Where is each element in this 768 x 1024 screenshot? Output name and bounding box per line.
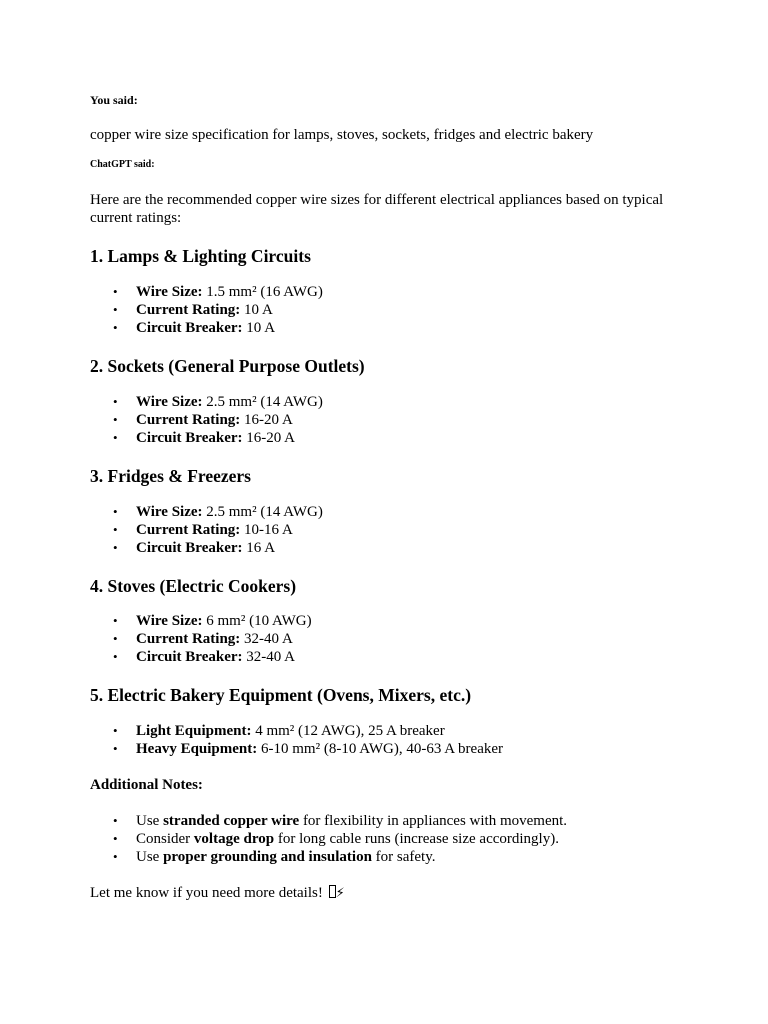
list-item bbox=[90, 283, 323, 301]
note-text-bold: voltage drop bbox=[193, 831, 275, 847]
closing-message bbox=[90, 884, 345, 903]
section-list-stoves bbox=[90, 612, 312, 666]
user-prompt: copper wire size specification for lamps, stoves, sockets, fridges and electric bakery bbox=[90, 127, 594, 143]
section-heading-fridges: 3. Fridges & Freezers bbox=[90, 466, 251, 486]
section-heading-lamps: 1. Lamps & Lighting Circuits bbox=[90, 246, 311, 266]
item-value: 6 mm² (10 AWG) bbox=[202, 613, 312, 629]
user-label: You said: bbox=[90, 93, 138, 107]
note-text-bold: proper grounding and insulation bbox=[163, 849, 372, 865]
section-list-lamps bbox=[90, 283, 323, 337]
bullet: • bbox=[113, 394, 118, 409]
item-value: 16-20 A bbox=[242, 430, 296, 446]
note-text-bold: stranded copper wire bbox=[163, 813, 300, 829]
section-heading-sockets: 2. Sockets (General Purpose Outlets) bbox=[90, 356, 365, 376]
list-item bbox=[90, 648, 312, 666]
section-list-sockets bbox=[90, 393, 323, 447]
notes-heading: Additional Notes: bbox=[90, 777, 203, 793]
item-label: Heavy Equipment: bbox=[136, 741, 258, 757]
bullet: • bbox=[113, 723, 118, 738]
bullet: • bbox=[113, 412, 118, 427]
list-item bbox=[90, 429, 323, 447]
bullet: • bbox=[113, 631, 118, 646]
list-item bbox=[90, 411, 323, 429]
list-item bbox=[90, 503, 323, 521]
item-label: Current Rating: bbox=[136, 412, 241, 428]
bullet: • bbox=[113, 504, 118, 519]
closing-text: Let me know if you need more details! bbox=[90, 885, 323, 901]
item-value: 16-20 A bbox=[240, 412, 293, 428]
list-item bbox=[90, 630, 312, 648]
bullet: • bbox=[113, 849, 118, 864]
note-text-pre: Use bbox=[136, 849, 164, 865]
list-item bbox=[90, 301, 323, 319]
item-value: 4 mm² (12 AWG), 25 A breaker bbox=[251, 723, 445, 739]
list-item bbox=[90, 740, 503, 758]
bullet: • bbox=[113, 613, 118, 628]
item-value: 32-40 A bbox=[240, 631, 293, 647]
item-value: 2.5 mm² (14 AWG) bbox=[202, 394, 323, 410]
bullet: • bbox=[113, 284, 118, 299]
note-text-pre: Use bbox=[136, 813, 164, 829]
bullet: • bbox=[113, 649, 118, 664]
item-label: Current Rating: bbox=[136, 302, 241, 318]
section-list-fridges bbox=[90, 503, 323, 557]
item-label: Wire Size: bbox=[136, 613, 203, 629]
note-text-post: for flexibility in appliances with movement. bbox=[299, 813, 568, 829]
item-value: 6-10 mm² (8-10 AWG), 40-63 A breaker bbox=[257, 741, 504, 757]
note-text-pre: Consider bbox=[136, 831, 194, 847]
item-label: Wire Size: bbox=[136, 504, 203, 520]
item-value: 10 A bbox=[240, 302, 273, 318]
bullet: • bbox=[113, 430, 118, 445]
list-item bbox=[90, 539, 323, 557]
item-label: Circuit Breaker: bbox=[136, 649, 243, 665]
item-label: Circuit Breaker: bbox=[136, 540, 243, 556]
item-label: Wire Size: bbox=[136, 284, 203, 300]
item-value: 10-16 A bbox=[240, 522, 293, 538]
assistant-intro: Here are the recommended copper wire sizes for different electrical appliances based on typical current ratings: bbox=[90, 192, 664, 226]
item-label: Light Equipment: bbox=[136, 723, 252, 739]
notes-list bbox=[90, 812, 567, 866]
list-item bbox=[90, 848, 567, 866]
item-label: Circuit Breaker: bbox=[136, 430, 243, 446]
list-item bbox=[90, 812, 567, 830]
item-label: Current Rating: bbox=[136, 631, 241, 647]
item-value: 16 A bbox=[242, 540, 276, 556]
item-value: 32-40 A bbox=[242, 649, 296, 665]
lightning-icon: ⚡ bbox=[335, 886, 345, 901]
bullet: • bbox=[113, 302, 118, 317]
list-item bbox=[90, 830, 567, 848]
item-label: Circuit Breaker: bbox=[136, 320, 243, 336]
section-heading-stoves: 4. Stoves (Electric Cookers) bbox=[90, 576, 297, 596]
list-item bbox=[90, 612, 312, 630]
missing-glyph-icon bbox=[329, 885, 336, 898]
bullet: • bbox=[113, 540, 118, 555]
section-list-bakery bbox=[90, 722, 503, 758]
bullet: • bbox=[113, 813, 118, 828]
item-value: 1.5 mm² (16 AWG) bbox=[202, 284, 323, 300]
note-text-post: for safety. bbox=[371, 849, 436, 865]
item-label: Current Rating: bbox=[136, 522, 241, 538]
item-label: Wire Size: bbox=[136, 394, 203, 410]
list-item bbox=[90, 722, 503, 740]
list-item bbox=[90, 521, 323, 539]
bullet: • bbox=[113, 522, 118, 537]
bullet: • bbox=[113, 741, 118, 756]
list-item bbox=[90, 393, 323, 411]
list-item bbox=[90, 319, 323, 337]
item-value: 10 A bbox=[242, 320, 276, 336]
item-value: 2.5 mm² (14 AWG) bbox=[202, 504, 323, 520]
bullet: • bbox=[113, 831, 118, 846]
assistant-label: ChatGPT said: bbox=[90, 159, 155, 170]
note-text-post: for long cable runs (increase size accordingly). bbox=[274, 831, 559, 847]
section-heading-bakery: 5. Electric Bakery Equipment (Ovens, Mixers, etc.) bbox=[90, 685, 472, 705]
bullet: • bbox=[113, 320, 118, 335]
